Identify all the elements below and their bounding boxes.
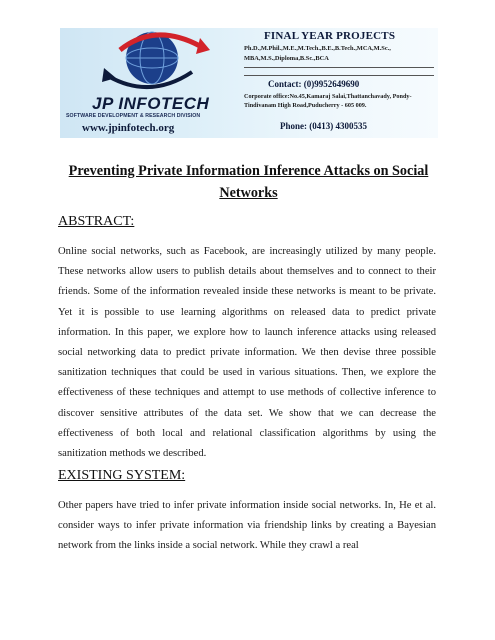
logo-name: JP INFOTECH	[92, 94, 210, 113]
existing-system-paragraph: Other papers have tried to infer private information inside social networks. In, He et al. consider ways to infer private information via friendship links by creating a Bayesian network from the links inside a social network. While they crawl a real	[58, 500, 436, 552]
abstract-heading: ABSTRACT:	[58, 214, 135, 229]
existing-system-heading: EXISTING SYSTEM:	[58, 468, 186, 483]
website-link[interactable]: www.jpinfotech.org	[82, 122, 175, 134]
final-year-projects-heading: FINAL YEAR PROJECTS	[264, 30, 396, 42]
abstract-paragraph: Online social networks, such as Facebook, are increasingly utilized by many people. These networks allow users to publish details about themselves and to connect to their friends. Some of the information revealed inside these networks is meant to be private. Yet it is possible to use learning algorithms on released data to predict private information. In this paper, we explore how to launch inference attacks using released social networking data to predict private information. We then devise three possible sanitization techniques that could be used in various situations. Then, we explore the effectiveness of these techniques and attempt to use methods of collective inference to discover sensitive attributes of the data set. We show that we can decrease the effectiveness of both local and relational classification algorithms by using the sanitization methods we described.	[58, 246, 436, 460]
globe-logo-icon	[60, 28, 238, 98]
qualifications-list: Ph.D.,M.Phil.,M.E.,M.Tech.,B.E.,B.Tech.,MCA,M.Sc., MBA,M.S.,Diploma,B.Sc.,BCA	[244, 45, 391, 62]
header-info	[238, 28, 438, 138]
corporate-address: Corporate office:No.45,Kamaraj Salai,Thattanchavady, Pondy-Tindivanam High Road,Puducherry - 605 009.	[244, 93, 412, 109]
phone-number: Phone: (0413) 4300535	[280, 121, 367, 131]
logo	[60, 28, 238, 138]
header-banner	[60, 28, 438, 138]
contact-number: Contact: (0)9952649690	[268, 79, 360, 89]
logo-tagline: SOFTWARE DEVELOPMENT & RESEARCH DIVISION	[66, 113, 201, 119]
document-title: Preventing Private Information Inference Attacks on Social Networks	[68, 163, 429, 201]
divider	[244, 75, 434, 76]
divider	[244, 67, 434, 68]
